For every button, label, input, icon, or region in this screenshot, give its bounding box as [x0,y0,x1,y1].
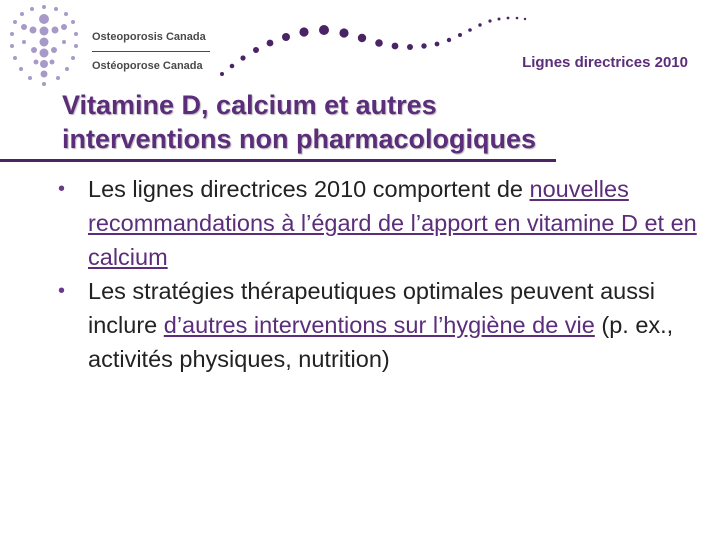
bullet-marker: • [58,280,66,302]
slide-title-line-2: interventions non pharmacologiques [62,124,537,154]
bullet-item-1 [58,172,698,274]
bullet-item-2 [58,274,698,376]
osteoporosis-canada-logo-icon [10,5,78,86]
bullet-2-text: Les stratégies thérapeutiques optimales peuvent aussi inclure [88,278,655,338]
bullet-1-link[interactable]: nouvelles recommandations à l’égard de l’apport en vitamine D et en calcium [88,176,697,270]
bullet-list [58,172,698,376]
title-underline [0,159,556,162]
bullet-2-text-after: (p. ex., activités physiques, nutrition) [88,312,674,372]
org-name-divider [92,51,210,52]
dotted-wave-decoration [220,17,526,76]
org-name-english: Osteoporosis Canada [92,31,206,43]
guidelines-label: Lignes directrices 2010 [522,54,688,71]
header-decoration [0,0,720,90]
bullet-marker: • [58,178,66,200]
bullet-1-text: Les lignes directrices 2010 comportent de [88,176,530,202]
bullet-2-link[interactable]: d’autres interventions sur l’hygiène de vie [163,312,595,338]
org-name-french: Ostéoporose Canada [92,60,203,72]
slide-title-line-1: Vitamine D, calcium et autres [62,90,437,120]
slide-title [62,88,682,156]
